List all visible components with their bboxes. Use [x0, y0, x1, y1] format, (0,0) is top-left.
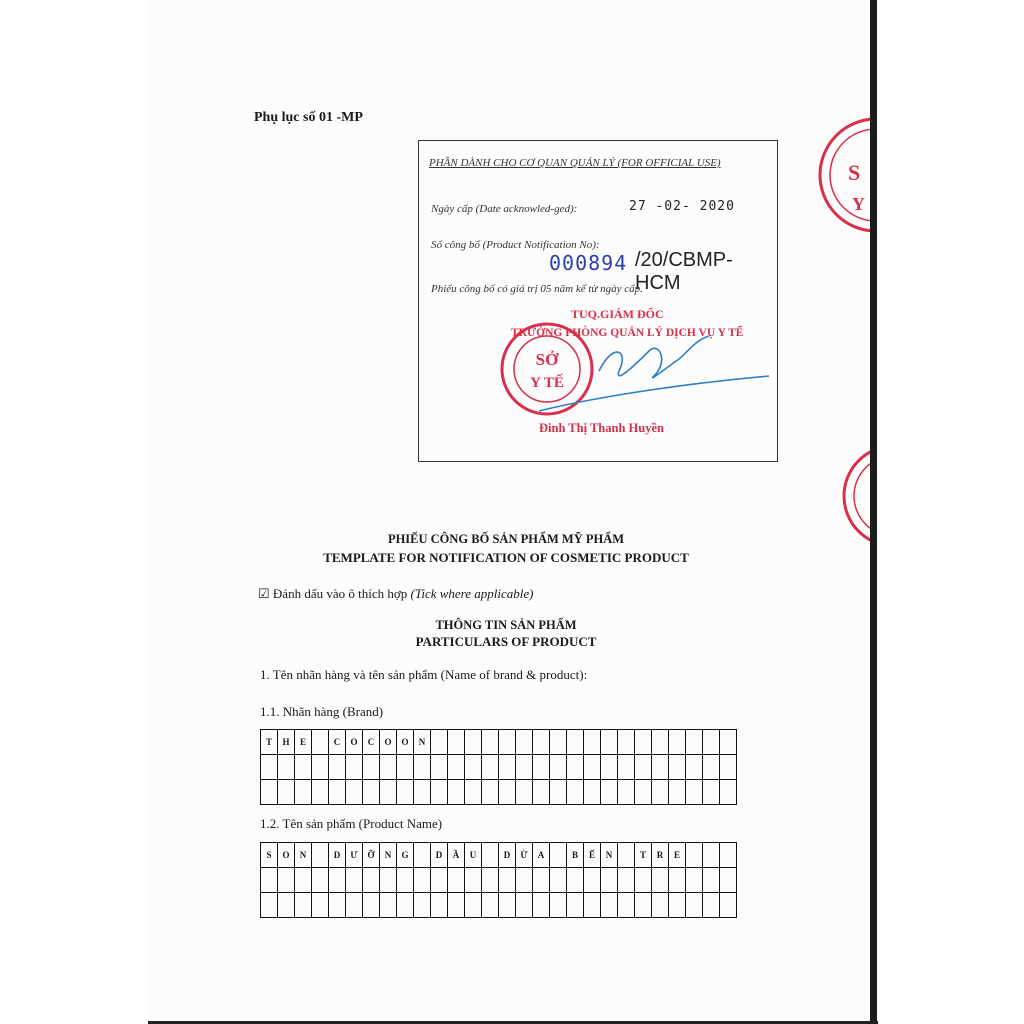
brand-field-label: 1.1. Nhãn hàng (Brand)	[260, 704, 384, 719]
grid-row	[261, 780, 737, 805]
grid-cell	[601, 893, 618, 918]
grid-cell: E	[295, 730, 312, 755]
official-use-heading: PHẦN DÀNH CHO CƠ QUAN QUẢN LÝ (FOR OFFICIAL USE)	[429, 157, 721, 169]
official-use-box	[418, 140, 778, 462]
grid-cell	[550, 780, 567, 805]
grid-cell	[533, 893, 550, 918]
grid-cell	[312, 893, 329, 918]
grid-cell: B	[567, 843, 584, 868]
notification-number-suffix: /20/CBMP-HCM	[635, 249, 733, 294]
grid-cell: G	[397, 843, 414, 868]
grid-cell	[584, 730, 601, 755]
grid-cell	[516, 730, 533, 755]
grid-cell	[431, 868, 448, 893]
page-right-edge	[870, 0, 877, 1024]
grid-cell	[635, 730, 652, 755]
grid-cell	[448, 780, 465, 805]
tick-instruction	[258, 586, 533, 602]
grid-cell	[431, 893, 448, 918]
grid-cell	[380, 755, 397, 780]
grid-cell	[635, 868, 652, 893]
grid-cell	[482, 868, 499, 893]
grid-cell	[652, 730, 669, 755]
grid-cell	[720, 868, 737, 893]
grid-cell	[312, 868, 329, 893]
grid-row	[261, 893, 737, 918]
grid-cell	[312, 780, 329, 805]
grid-cell	[397, 868, 414, 893]
grid-cell	[652, 868, 669, 893]
product-letter-grid	[260, 842, 737, 918]
grid-cell: C	[363, 730, 380, 755]
svg-text:Y TẾ: Y TẾ	[530, 375, 564, 391]
grid-cell	[669, 730, 686, 755]
grid-cell: O	[346, 730, 363, 755]
grid-cell	[465, 868, 482, 893]
grid-cell	[652, 893, 669, 918]
grid-cell: T	[635, 843, 652, 868]
date-acknowledged-value: 27 -02- 2020	[629, 199, 735, 214]
page-background-left	[0, 0, 148, 1024]
grid-cell	[550, 730, 567, 755]
grid-cell: D	[329, 843, 346, 868]
grid-cell: D	[431, 843, 448, 868]
form-title-vi: PHIẾU CÔNG BỐ SẢN PHẨM MỸ PHẨM	[387, 532, 625, 546]
grid-cell	[414, 755, 431, 780]
grid-cell	[414, 868, 431, 893]
grid-cell	[380, 868, 397, 893]
grid-cell	[652, 780, 669, 805]
grid-row	[261, 730, 737, 755]
grid-cell	[669, 893, 686, 918]
grid-cell: O	[278, 843, 295, 868]
grid-cell	[533, 868, 550, 893]
svg-text:SỞ: SỞ	[535, 350, 559, 369]
grid-cell: O	[380, 730, 397, 755]
grid-cell	[261, 893, 278, 918]
grid-cell	[686, 730, 703, 755]
brand-letter-grid	[260, 729, 737, 805]
handwritten-signature	[519, 331, 779, 421]
signer-name: Đinh Thị Thanh Huyền	[539, 421, 664, 435]
grid-cell	[720, 755, 737, 780]
grid-cell	[363, 868, 380, 893]
grid-cell	[601, 730, 618, 755]
grid-cell	[448, 893, 465, 918]
grid-cell	[329, 868, 346, 893]
product-name-field-label: 1.2. Tên sản phẩm (Product Name)	[260, 816, 443, 831]
grid-cell: N	[601, 843, 618, 868]
grid-cell	[448, 868, 465, 893]
grid-cell	[533, 780, 550, 805]
notification-number-stamped: 000894	[549, 251, 628, 275]
grid-cell: R	[652, 843, 669, 868]
grid-cell	[686, 755, 703, 780]
grid-cell	[635, 780, 652, 805]
grid-cell	[278, 755, 295, 780]
grid-cell	[397, 893, 414, 918]
grid-cell	[278, 893, 295, 918]
grid-cell: Ư	[346, 843, 363, 868]
grid-cell	[618, 893, 635, 918]
grid-cell: H	[278, 730, 295, 755]
grid-cell	[380, 893, 397, 918]
grid-cell	[720, 730, 737, 755]
grid-cell	[482, 780, 499, 805]
grid-cell	[618, 868, 635, 893]
grid-cell	[550, 755, 567, 780]
grid-cell	[567, 755, 584, 780]
grid-cell	[261, 868, 278, 893]
grid-cell	[346, 780, 363, 805]
grid-cell	[703, 868, 720, 893]
notification-number-label: Số công bố (Product Notification No):	[431, 239, 600, 251]
grid-cell: D	[499, 843, 516, 868]
grid-cell	[431, 780, 448, 805]
grid-cell	[567, 893, 584, 918]
date-acknowledged-label: Ngày cấp (Date acknowled-ged):	[431, 203, 578, 215]
grid-cell	[261, 755, 278, 780]
grid-cell	[635, 755, 652, 780]
grid-cell: C	[329, 730, 346, 755]
grid-cell	[295, 868, 312, 893]
grid-cell	[465, 755, 482, 780]
grid-cell	[669, 755, 686, 780]
grid-cell	[601, 868, 618, 893]
grid-cell	[499, 893, 516, 918]
grid-cell	[465, 730, 482, 755]
grid-cell	[618, 843, 635, 868]
grid-cell: U	[465, 843, 482, 868]
grid-cell	[601, 780, 618, 805]
edge-stamp-top	[812, 100, 870, 250]
grid-cell	[669, 868, 686, 893]
grid-cell	[329, 893, 346, 918]
grid-cell	[618, 780, 635, 805]
grid-cell	[686, 893, 703, 918]
grid-cell	[346, 868, 363, 893]
grid-cell: N	[295, 843, 312, 868]
grid-cell: Ừ	[516, 843, 533, 868]
grid-cell: Ế	[584, 843, 601, 868]
grid-cell	[482, 730, 499, 755]
grid-cell	[618, 730, 635, 755]
grid-cell	[499, 780, 516, 805]
grid-cell	[363, 893, 380, 918]
grid-cell	[278, 780, 295, 805]
grid-cell	[533, 730, 550, 755]
brand-product-field-label: 1. Tên nhãn hàng và tên sản phẩm (Name of brand & product):	[260, 667, 588, 682]
grid-cell: Ầ	[448, 843, 465, 868]
grid-cell	[584, 893, 601, 918]
section-title-en: PARTICULARS OF PRODUCT	[415, 634, 597, 649]
grid-cell	[567, 780, 584, 805]
grid-cell	[295, 893, 312, 918]
grid-cell	[567, 730, 584, 755]
grid-cell	[465, 893, 482, 918]
grid-cell	[584, 868, 601, 893]
grid-cell	[397, 755, 414, 780]
edge-stamp-bottom	[836, 438, 870, 554]
grid-cell	[584, 780, 601, 805]
grid-cell	[567, 868, 584, 893]
grid-cell	[584, 755, 601, 780]
grid-cell	[720, 843, 737, 868]
grid-cell	[652, 755, 669, 780]
grid-cell	[516, 868, 533, 893]
grid-cell	[703, 730, 720, 755]
grid-cell	[550, 893, 567, 918]
grid-cell: E	[669, 843, 686, 868]
grid-cell	[482, 843, 499, 868]
annex-label: Phụ lục số 01 -MP	[254, 110, 363, 125]
grid-cell	[686, 780, 703, 805]
tick-instruction-text: Đánh dấu vào ô thích hợp	[272, 586, 408, 601]
grid-cell: S	[261, 843, 278, 868]
grid-cell	[618, 755, 635, 780]
grid-cell	[720, 893, 737, 918]
grid-cell	[720, 780, 737, 805]
grid-cell	[312, 755, 329, 780]
grid-cell	[703, 780, 720, 805]
grid-cell	[601, 755, 618, 780]
grid-cell	[414, 893, 431, 918]
grid-cell	[499, 730, 516, 755]
grid-cell	[431, 755, 448, 780]
checkbox-icon: ☑	[258, 586, 270, 601]
grid-cell	[516, 893, 533, 918]
grid-cell	[312, 730, 329, 755]
grid-cell: O	[397, 730, 414, 755]
grid-row	[261, 755, 737, 780]
grid-cell	[516, 780, 533, 805]
grid-cell	[363, 780, 380, 805]
grid-cell	[431, 730, 448, 755]
grid-cell	[329, 780, 346, 805]
grid-cell	[499, 868, 516, 893]
grid-cell	[533, 755, 550, 780]
grid-cell: N	[414, 730, 431, 755]
tick-instruction-hint: (Tick where applicable)	[410, 586, 534, 601]
grid-cell	[499, 755, 516, 780]
grid-cell: A	[533, 843, 550, 868]
grid-cell	[550, 843, 567, 868]
grid-row	[261, 843, 737, 868]
signatory-department: TRƯỞNG PHÒNG QUẢN LÝ DỊCH VỤ Y TẾ	[511, 327, 744, 339]
grid-cell	[414, 780, 431, 805]
grid-cell	[482, 893, 499, 918]
grid-cell	[448, 730, 465, 755]
grid-cell	[261, 780, 278, 805]
grid-cell	[703, 755, 720, 780]
grid-cell	[312, 843, 329, 868]
grid-cell: T	[261, 730, 278, 755]
grid-cell	[703, 893, 720, 918]
grid-cell	[669, 780, 686, 805]
grid-cell	[516, 755, 533, 780]
svg-text:S: S	[848, 160, 861, 185]
svg-text:Y: Y	[852, 194, 865, 214]
form-title-en: TEMPLATE FOR NOTIFICATION OF COSMETIC PRODUCT	[323, 550, 689, 565]
grid-cell	[482, 755, 499, 780]
grid-row	[261, 868, 737, 893]
grid-cell	[363, 755, 380, 780]
grid-cell	[380, 780, 397, 805]
grid-cell	[703, 843, 720, 868]
grid-cell	[686, 843, 703, 868]
grid-cell	[686, 868, 703, 893]
grid-cell	[550, 868, 567, 893]
grid-cell	[397, 780, 414, 805]
grid-cell: N	[380, 843, 397, 868]
grid-cell	[346, 893, 363, 918]
grid-cell	[295, 780, 312, 805]
page-background-right	[877, 0, 1024, 1024]
validity-note: Phiếu công bố có giá trị 05 năm kể từ ngày cấp.	[431, 283, 643, 295]
section-title-vi: THÔNG TIN SẢN PHẨM	[435, 618, 577, 632]
grid-cell	[635, 893, 652, 918]
grid-cell	[414, 843, 431, 868]
grid-cell: Ỡ	[363, 843, 380, 868]
grid-cell	[465, 780, 482, 805]
grid-cell	[278, 868, 295, 893]
grid-cell	[329, 755, 346, 780]
grid-cell	[346, 755, 363, 780]
grid-cell	[448, 755, 465, 780]
signatory-title: TUQ.GIÁM ĐỐC	[571, 307, 664, 321]
grid-cell	[295, 755, 312, 780]
